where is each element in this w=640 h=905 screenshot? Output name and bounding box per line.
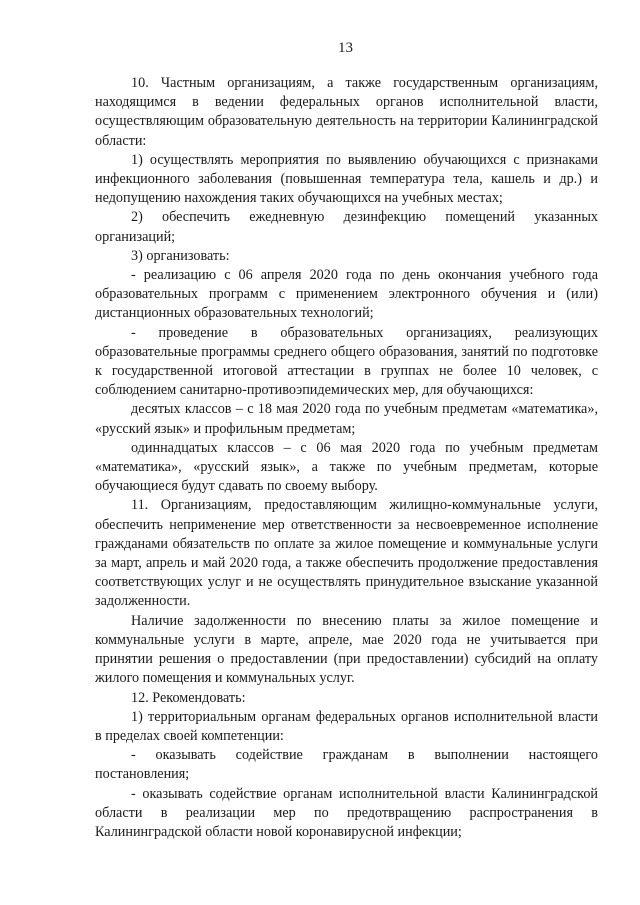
paragraph-10-item-1: 1) осуществлять мероприятия по выявлению обучающихся с признаками инфекционного заболевания (повышенная температура тела, кашель и др.) и недопущению нахождения таких обучающихся на учебных местах; (95, 151, 598, 207)
page-number: 13 (338, 40, 353, 56)
paragraph-10-item-2: 2) обеспечить ежедневную дезинфекцию помещений указанных организаций; (95, 209, 598, 245)
paragraph-10-item-3-dash-1: - реализацию с 06 апреля 2020 года по день окончания учебного года образовательных программ с применением электронного обучения и (или) дистанционных образовательных технологий; (95, 267, 598, 322)
paragraph-12-item-1: 1) территориальным органам федеральных органов исполнительной власти в пределах своей компетенции: (95, 708, 598, 744)
paragraph-10-grade-11: одиннадцатых классов – с 06 мая 2020 года по учебным предметам «математика», «русский язык», а также по учебным предметам, которые обучающиеся будут сдавать по своему выбору. (95, 439, 598, 495)
document-body (95, 74, 598, 842)
paragraph-10-item-3: 3) организовать: (131, 247, 230, 264)
paragraph-11: 11. Организациям, предоставляющим жилищно-коммунальные услуги, обеспечить неприменение мер ответственности за несвоевременное исполнение гражданами обязательств по оплате за жилое помещение и коммунальные услуги за март, апрель и май 2020 года, а также обеспечить продолжение предоставления соответствующих услуг и не осуществлять принудительное взыскание указанной задолженности. (95, 497, 598, 610)
paragraph-10-item-3-dash-2: - проведение в образовательных организациях, реализующих образовательные программы среднего общего образования, занятий по подготовке к государственной итоговой аттестации в группах не более 10 человек, с соблюдением санитарно-противоэпидемических мер, для обучающихся: (95, 324, 598, 399)
paragraph-12: 12. Рекомендовать: (131, 689, 246, 706)
paragraph-10: 10. Частным организациям, а также государственным организациям, находящимся в ведении федеральных органов исполнительной власти, осуществляющим образовательную деятельность на территории Калининградской области: (95, 75, 598, 149)
paragraph-12-item-1-dash-2: - оказывать содействие органам исполнительной власти Калининградской области в реализации мер по предотвращению распространения в Калининградской области новой коронавирусной инфекции; (95, 785, 598, 840)
paragraph-10-grade-10: десятых классов – с 18 мая 2020 года по учебным предметам «математика», «русский язык» и профильным предметам; (95, 401, 598, 437)
paragraph-12-item-1-dash-1: - оказывать содействие гражданам в выполнении настоящего постановления; (95, 747, 598, 783)
paragraph-11-debt: Наличие задолженности по внесению платы за жилое помещение и коммунальные услуги в марте, апреле, мае 2020 года не учитывается при принятии решения о предоставлении (при предоставлении) субсидий на оплату жилого помещения и коммунальных услуг. (95, 612, 598, 687)
